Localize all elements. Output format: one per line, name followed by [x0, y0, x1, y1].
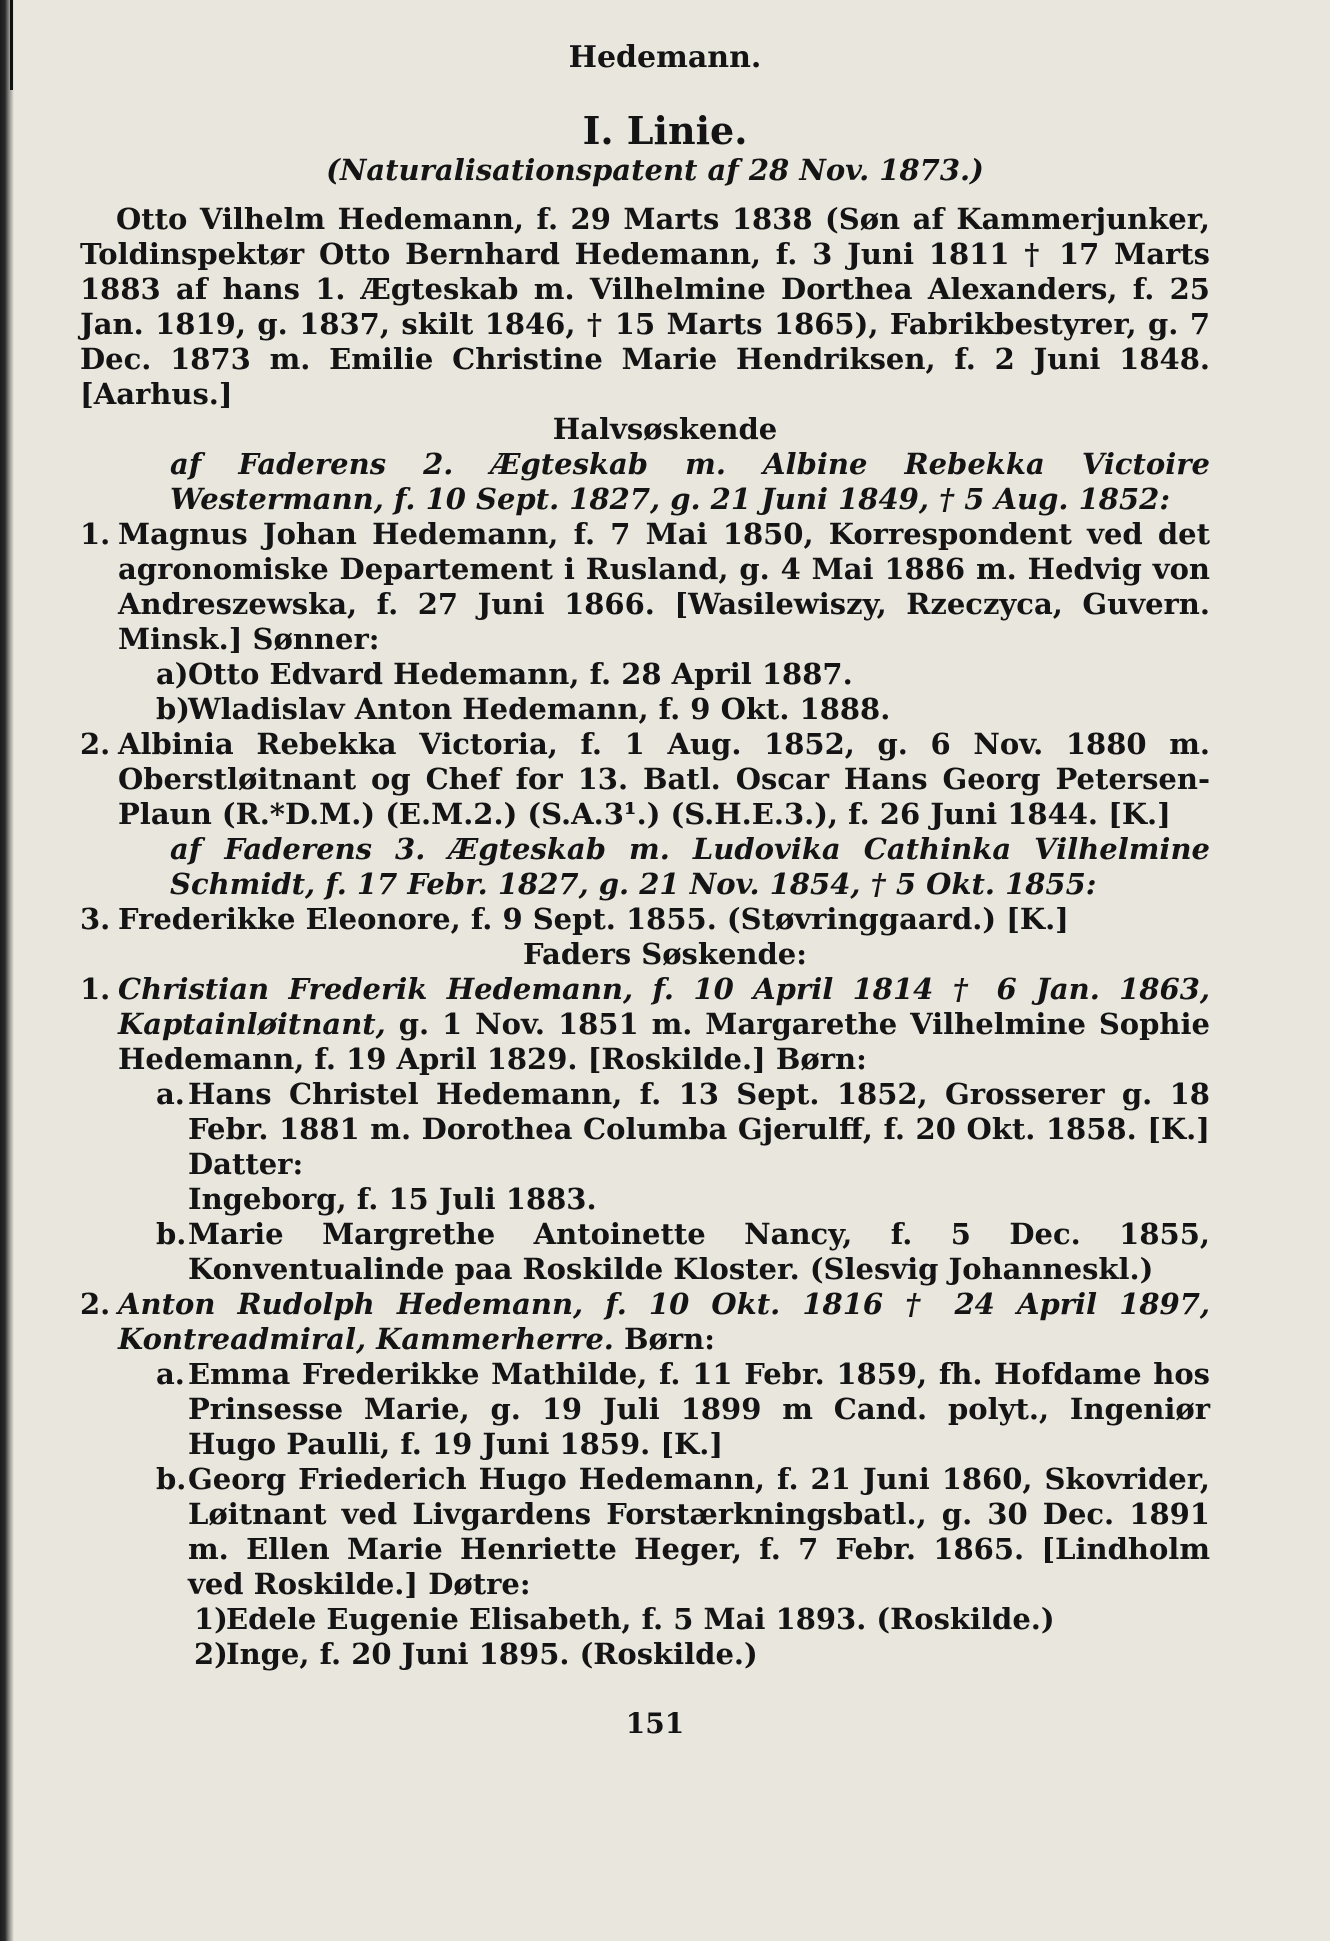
item-number: a.	[156, 1357, 185, 1391]
item-number: 1.	[80, 972, 111, 1006]
item-text: g. 1 Nov. 1851 m. Margarethe Vilhelmine Sophie Hedemann, f. 19 April 1829. [Roskilde.] Børn:	[118, 1007, 1210, 1076]
item-text: Otto Edvard Hedemann, f. 28 April 1887.	[188, 657, 853, 691]
item-text: Albinia Rebekka Victoria, f. 1 Aug. 1852, g. 6 Nov. 1880 m. Oberstløitnant og Chef for 13. Batl. Oscar Hans Georg Petersen-Plaun (R.*D.M.) (E.M.2.) (S.A.3¹.) (S.H.E.3.), f. 26 Juni 1844. [K.]	[118, 727, 1210, 831]
item-text: Inge, f. 20 Juni 1895. (Roskilde.)	[226, 1637, 758, 1671]
uncle-name: Christian Frederik Hedemann, f. 10 April 1814 † 6 Jan. 1863, Kaptainløitnant,	[118, 972, 1210, 1041]
list-item	[118, 1217, 1210, 1287]
list-item	[118, 1357, 1210, 1462]
item-number: 2.	[80, 1287, 111, 1321]
item-text: Frederikke Eleonore, f. 9 Sept. 1855. (Støvringgaard.) [K.]	[118, 902, 1069, 936]
item-number: a.	[156, 1077, 185, 1111]
list-item	[118, 657, 1210, 692]
item-number: 3.	[80, 902, 111, 936]
item-number: 2)	[194, 1637, 228, 1671]
granddaughter: Ingeborg, f. 15 Juli 1883.	[188, 1182, 597, 1216]
list-item	[80, 517, 1210, 657]
item-number: a)	[156, 657, 189, 691]
item-text: Marie Margrethe Antoinette Nancy, f. 5 Dec. 1855, Konventualinde paa Roskilde Kloster. (Slesvig Johanneskl.)	[188, 1217, 1210, 1286]
line-title: I. Linie.	[582, 108, 748, 153]
halvsoskende-heading: Halvsøskende	[552, 412, 778, 446]
item-number: 1.	[80, 517, 111, 551]
item-text: Georg Friederich Hugo Hedemann, f. 21 Juni 1860, Skovrider, Løitnant ved Livgardens Forstærkningsbatl., g. 30 Dec. 1891 m. Ellen Marie Henriette Heger, f. 7 Febr. 1865. [Lindholm ved Roskilde.] Døtre:	[188, 1462, 1210, 1601]
item-number: b)	[156, 692, 190, 726]
item-text: Wladislav Anton Hedemann, f. 9 Okt. 1888.	[188, 692, 891, 726]
faders-soskende-heading: Faders Søskende:	[523, 937, 807, 971]
list-item	[80, 902, 1210, 937]
item-text: Edele Eugenie Elisabeth, f. 5 Mai 1893. (Roskilde.)	[226, 1602, 1055, 1636]
list-item	[118, 1077, 1210, 1182]
list-item	[156, 1602, 1210, 1637]
page-number: 151	[625, 1707, 685, 1740]
main-entry: Otto Vilhelm Hedemann, f. 29 Marts 1838 (Søn af Kammerjunker, Toldinspektør Otto Bernhard Hedemann, f. 3 Juni 1811 † 17 Marts 1883 af hans 1. Ægteskab m. Vilhelmine Dorthea Alexanders, f. 25 Jan. 1819, g. 1837, skilt 1846, † 15 Marts 1865), Fabrikbestyrer, g. 7 Dec. 1873 m. Emilie Christine Marie Hendriksen, f. 2 Juni 1848. [Aarhus.]	[80, 202, 1210, 411]
list-item	[156, 1637, 1210, 1672]
page-edge-shadow	[0, 0, 14, 1941]
faderens-3-aegteskab: af Faderens 3. Ægteskab m. Ludovika Cathinka Vilhelmine Schmidt, f. 17 Febr. 1827, g. 21 Nov. 1854, † 5 Okt. 1855:	[170, 832, 1210, 901]
uncle-name: Anton Rudolph Hedemann, f. 10 Okt. 1816 † 24 April 1897, Kontreadmiral, Kammerherre.	[118, 1287, 1210, 1356]
list-item	[80, 1287, 1210, 1357]
item-number: 1)	[194, 1602, 228, 1636]
list-item	[80, 972, 1210, 1077]
list-item	[80, 727, 1210, 832]
item-number: 2.	[80, 727, 111, 761]
item-text: Emma Frederikke Mathilde, f. 11 Febr. 1859, fh. Hofdame hos Prinsesse Marie, g. 19 Juli 1899 m Cand. polyt., Ingeniør Hugo Paulli, f. 19 Juni 1859. [K.]	[188, 1357, 1210, 1461]
faderens-2-aegteskab: af Faderens 2. Ægteskab m. Albine Rebekka Victoire Westermann, f. 10 Sept. 1827, g. 21 Juni 1849, † 5 Aug. 1852:	[170, 447, 1210, 516]
running-header: Hedemann.	[568, 40, 762, 75]
list-item	[118, 692, 1210, 727]
item-number: b.	[156, 1217, 187, 1251]
item-text: Magnus Johan Hedemann, f. 7 Mai 1850, Korrespondent ved det agronomiske Departement i Rusland, g. 4 Mai 1886 m. Hedvig von Andreszewska, f. 27 Juni 1866. [Wasilewiszy, Rzeczyca, Guvern. Minsk.] Sønner:	[118, 517, 1210, 656]
page-body	[80, 40, 1210, 1741]
naturalisation-note: (Naturalisationspatent af 28 Nov. 1873.)	[326, 153, 984, 187]
margin-rule	[10, 0, 13, 90]
item-number: b.	[156, 1462, 187, 1496]
item-text: Hans Christel Hedemann, f. 13 Sept. 1852, Grosserer g. 18 Febr. 1881 m. Dorothea Columba Gjerulff, f. 20 Okt. 1858. [K.] Datter:	[188, 1077, 1210, 1181]
item-text: Børn:	[624, 1322, 715, 1356]
list-item	[118, 1462, 1210, 1602]
